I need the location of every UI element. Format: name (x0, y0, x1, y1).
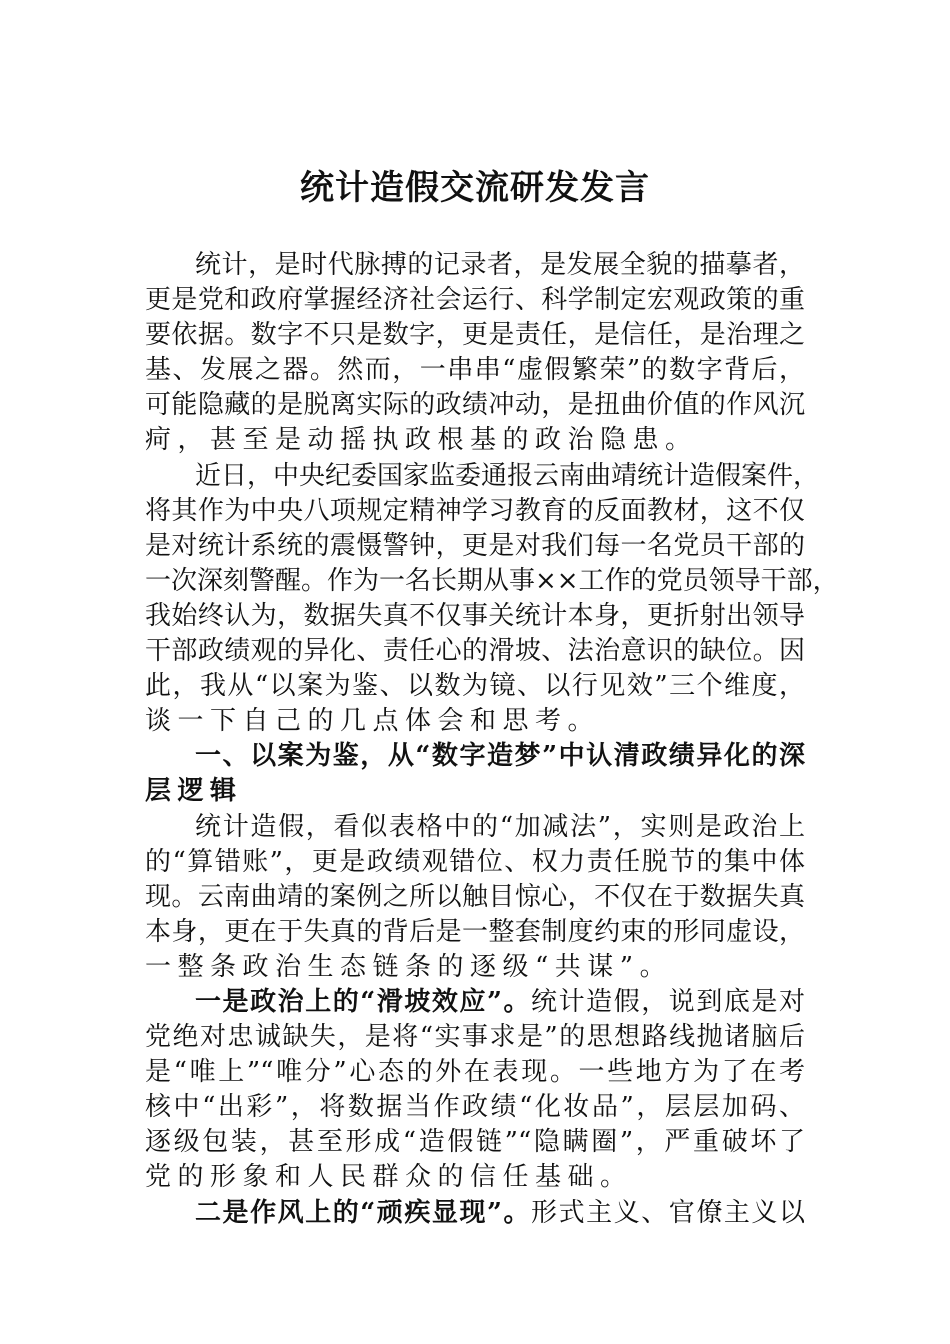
text-line (145, 915, 805, 950)
text-line (145, 459, 820, 494)
text-line (145, 1090, 805, 1125)
text-line (145, 494, 805, 529)
line-text: 基、发展之器。然而，一串串“虚假繁荣”的数字背后， (145, 355, 805, 386)
text-line (145, 248, 805, 283)
line-text: 统计造假，看似表格中的“加减法”，实则是政治上 (195, 811, 805, 842)
text-line (145, 845, 805, 880)
text-line (145, 599, 805, 634)
line-text: 干部政绩观的异化、责任心的滑坡、法治意识的缺位。因 (145, 636, 805, 667)
line-text: 更是党和政府掌握经济社会运行、科学制定宏观政策的重 (145, 285, 805, 316)
text-line (145, 950, 805, 985)
text-line (145, 564, 839, 599)
text-line (145, 1160, 805, 1195)
line-text: 可能隐藏的是脱离实际的政绩冲动，是扭曲价值的作风沉 (145, 390, 805, 421)
text-line (145, 423, 805, 458)
line-text: 一次深刻警醒。作为一名长期从事××工作的党员领导干部， (145, 565, 839, 596)
text-line (145, 704, 805, 739)
bold-lead: 二是作风上的“顽疾显现”。 (195, 1197, 532, 1228)
line-text: 我始终认为，数据失真不仅事关统计本身，更折射出领导 (145, 600, 805, 631)
line-text: 要依据。数字不只是数字，更是责任，是信任，是治理之 (145, 320, 805, 351)
heading-line (145, 739, 805, 774)
bold-lead: 一是政治上的“滑坡效应”。 (195, 986, 532, 1017)
line-text: 谈一下自己的几点体会和思考。 (145, 706, 601, 737)
line-text: 的“算错账”，更是政绩观错位、权力责任脱节的集中体 (145, 846, 805, 877)
line-text: 是对统计系统的震慑警钟，更是对我们每一名党员干部的 (145, 530, 805, 561)
heading-line (145, 774, 805, 809)
text-line (145, 1125, 805, 1160)
line-text: 现。云南曲靖的案例之所以触目惊心，不仅在于数据失真 (145, 881, 805, 912)
text-line (145, 1196, 805, 1231)
line-text: 是“唯上”“唯分”心态的外在表现。一些地方为了在考 (145, 1057, 805, 1088)
text-line (145, 985, 805, 1020)
text-line (145, 810, 805, 845)
text-line (145, 388, 805, 423)
text-line (145, 880, 805, 915)
line-text: 一整条政治生态链条的逐级“共谋”。 (145, 951, 673, 982)
line-text: 党的形象和人民群众的信任基础。 (145, 1162, 633, 1193)
text-line (145, 634, 805, 669)
bold-lead: 一、以案为鉴，从“数字造梦”中认清政绩异化的深 (195, 741, 805, 772)
line-text: 党绝对忠诚缺失，是将“实事求是”的思想路线抛诸脑后 (145, 1022, 805, 1053)
document-body (145, 248, 839, 1231)
text-line (145, 318, 805, 353)
line-text: 将其作为中央八项规定精神学习教育的反面教材，这不仅 (145, 495, 805, 526)
line-text: 统计，是时代脉搏的记录者，是发展全貌的描摹者， (195, 250, 805, 280)
line-text: 近日，中央纪委国家监委通报云南曲靖统计造假案件， (195, 460, 820, 491)
line-text: 统计造假，说到底是对 (531, 986, 805, 1017)
line-text: 本身，更在于失真的背后是一整套制度约束的形同虚设， (145, 916, 805, 947)
text-line (145, 353, 805, 388)
line-text: 核中“出彩”，将数据当作政绩“化妆品”，层层加码、 (145, 1092, 805, 1123)
bold-lead: 层逻辑 (145, 776, 243, 807)
line-text: 逐级包装，甚至形成“造假链”“隐瞒圈”，严重破坏了 (145, 1127, 805, 1158)
line-text: 疴，甚至是动摇执政根基的政治隐患。 (145, 425, 698, 456)
document-title: 统计造假交流研发发言 (300, 168, 650, 208)
text-line (145, 283, 805, 318)
line-text: 形式主义、官僚主义以 (531, 1197, 805, 1228)
text-line (145, 669, 805, 704)
text-line (145, 1020, 805, 1055)
text-line (145, 529, 805, 564)
line-text: 此，我从“以案为鉴、以数为镜、以行见效”三个维度， (145, 671, 805, 702)
text-line (145, 1055, 805, 1090)
